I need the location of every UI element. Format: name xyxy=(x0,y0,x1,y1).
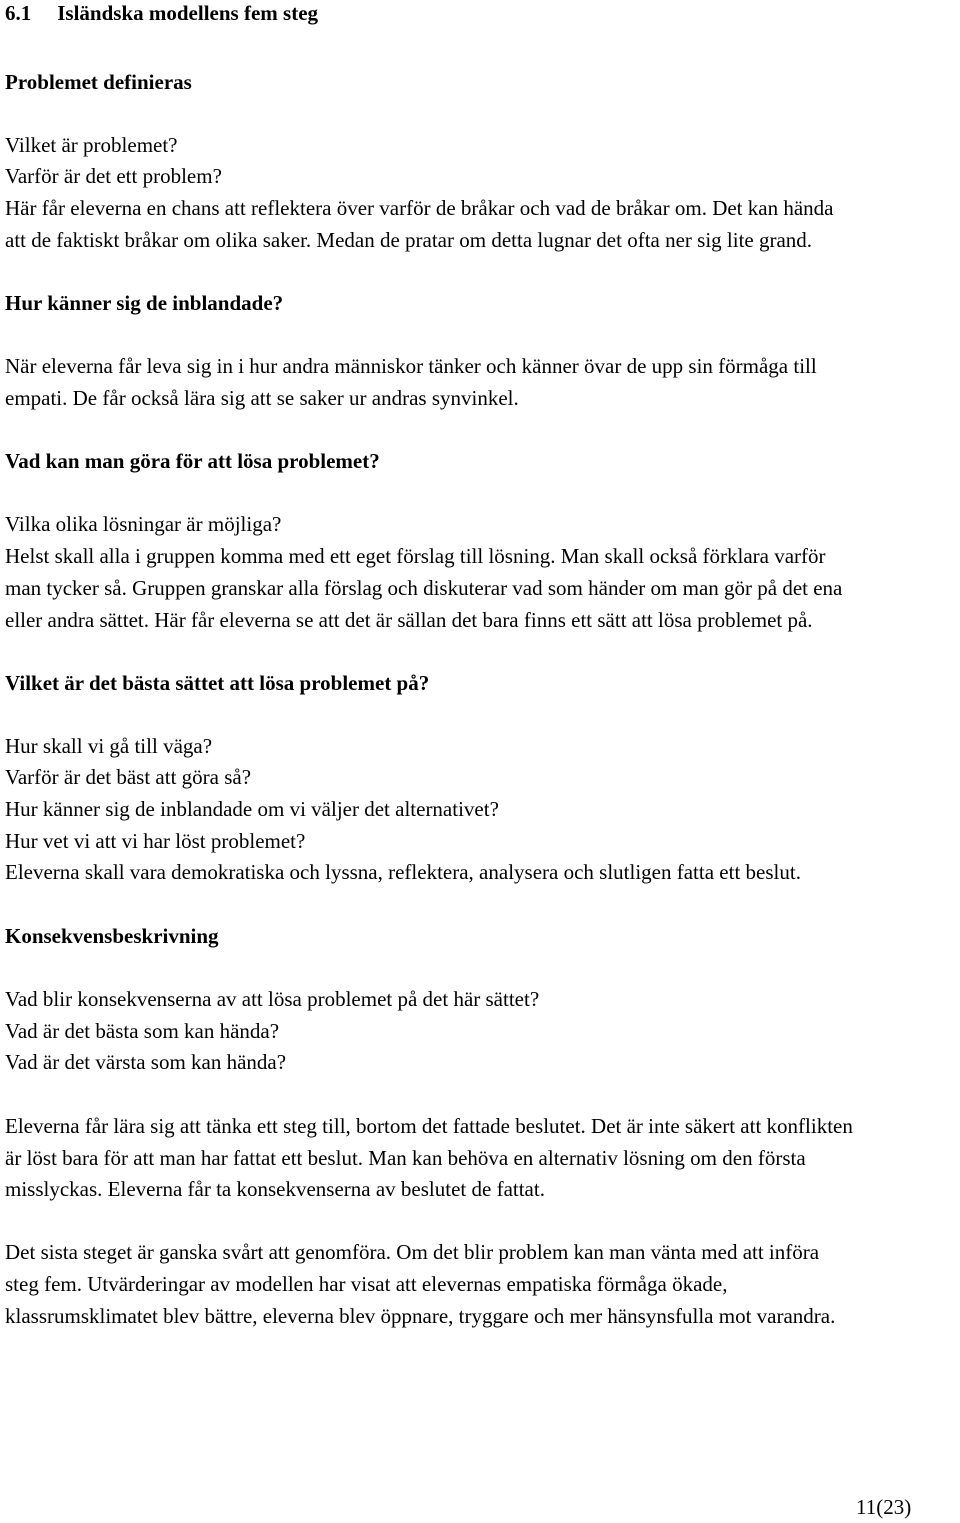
step5-question: Vad är det bästa som kan hända? xyxy=(5,1019,280,1043)
page-number: 11(23) xyxy=(856,1495,912,1519)
section-number: 6.1 xyxy=(5,1,32,25)
step1-line: att de faktiskt bråkar om olika saker. Medan de pratar om detta lugnar det ofta ner sig lite grand. xyxy=(5,228,813,252)
step2-line: När eleverna får leva sig in i hur andra människor tänker och känner övar de upp sin förmåga till xyxy=(5,354,817,378)
step1-heading: Problemet definieras xyxy=(5,70,192,94)
step2-heading: Hur känner sig de inblandade? xyxy=(5,291,284,315)
step2-line: empati. De får också lära sig att se saker ur andras synvinkel. xyxy=(5,386,519,410)
step3-line: eller andra sättet. Här får eleverna se att det är sällan det bara finns ett sätt att lösa problemet på. xyxy=(5,608,813,632)
step3-heading: Vad kan man göra för att lösa problemet? xyxy=(5,449,380,473)
step3-line: Vilka olika lösningar är möjliga? xyxy=(5,512,282,536)
step5-paragraph1-line: Eleverna får lära sig att tänka ett steg till, bortom det fattade beslutet. Det är inte säkert att konflikten xyxy=(5,1114,853,1138)
step3-line: man tycker så. Gruppen granskar alla förslag och diskuterar vad som händer om man gör på det ena xyxy=(5,576,843,600)
step5-question: Vad är det värsta som kan hända? xyxy=(5,1050,287,1074)
step4-line: Hur känner sig de inblandade om vi väljer det alternativet? xyxy=(5,797,499,821)
step5-paragraph1-line: är löst bara för att man har fattat ett beslut. Man kan behöva en alternativ lösning om den första xyxy=(5,1146,806,1170)
step4-heading: Vilket är det bästa sättet att lösa problemet på? xyxy=(5,671,430,695)
step4-line: Hur skall vi gå till väga? xyxy=(5,734,213,758)
step5-paragraph2-line: steg fem. Utvärderingar av modellen har visat att elevernas empatiska förmåga ökade, xyxy=(5,1272,728,1296)
step3-line: Helst skall alla i gruppen komma med ett eget förslag till lösning. Man skall också förklara varför xyxy=(5,544,826,568)
step4-line: Eleverna skall vara demokratiska och lyssna, reflektera, analysera och slutligen fatta ett beslut. xyxy=(5,860,801,884)
step1-line: Varför är det ett problem? xyxy=(5,164,222,188)
step5-heading: Konsekvensbeskrivning xyxy=(5,924,219,948)
step5-paragraph1-line: misslyckas. Eleverna får ta konsekvenserna av beslutet de fattat. xyxy=(5,1177,545,1201)
section-title-text: Isländska modellens fem steg xyxy=(57,1,319,25)
step5-paragraph2-line: klassrumsklimatet blev bättre, eleverna blev öppnare, tryggare och mer hänsynsfulla mot varandra. xyxy=(5,1304,836,1328)
step4-line: Hur vet vi att vi har löst problemet? xyxy=(5,829,306,853)
step5-paragraph2-line: Det sista steget är ganska svårt att genomföra. Om det blir problem kan man vänta med att införa xyxy=(5,1240,820,1264)
section-title xyxy=(5,3,318,24)
step1-line: Här får eleverna en chans att reflektera över varför de bråkar och vad de bråkar om. Det kan hända xyxy=(5,196,834,220)
step1-line: Vilket är problemet? xyxy=(5,133,178,157)
step5-question: Vad blir konsekvenserna av att lösa problemet på det här sättet? xyxy=(5,987,540,1011)
step4-line: Varför är det bäst att göra så? xyxy=(5,765,252,789)
